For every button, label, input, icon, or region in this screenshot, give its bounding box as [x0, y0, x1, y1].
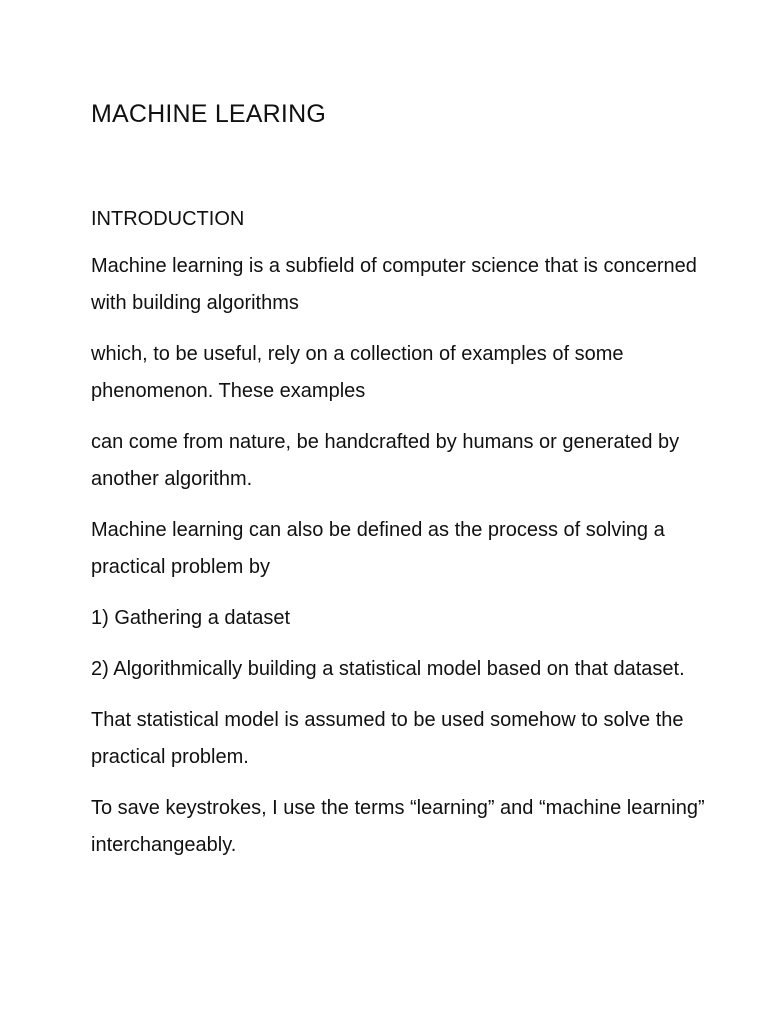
paragraph-2: which, to be useful, rely on a collection of examples of some phenomenon. These examples — [91, 343, 624, 402]
list-item-2: 2) Algorithmically building a statistical model based on that dataset. — [91, 658, 685, 680]
section-heading-introduction: INTRODUCTION — [91, 208, 245, 230]
paragraph-4: Machine learning can also be defined as the process of solving a practical problem by — [91, 519, 665, 578]
paragraph-6: To save keystrokes, I use the terms “learning” and “machine learning” interchangeably. — [91, 797, 705, 856]
paragraph-3: can come from nature, be handcrafted by humans or generated by another algorithm. — [91, 431, 680, 490]
document-title: MACHINE LEARING — [91, 100, 326, 128]
paragraph-5: That statistical model is assumed to be used somehow to solve the practical problem. — [91, 709, 684, 768]
document-body — [91, 96, 711, 864]
list-item-1: 1) Gathering a dataset — [91, 607, 291, 629]
paragraph-1: Machine learning is a subfield of computer science that is concerned with building algorithms — [91, 255, 697, 314]
